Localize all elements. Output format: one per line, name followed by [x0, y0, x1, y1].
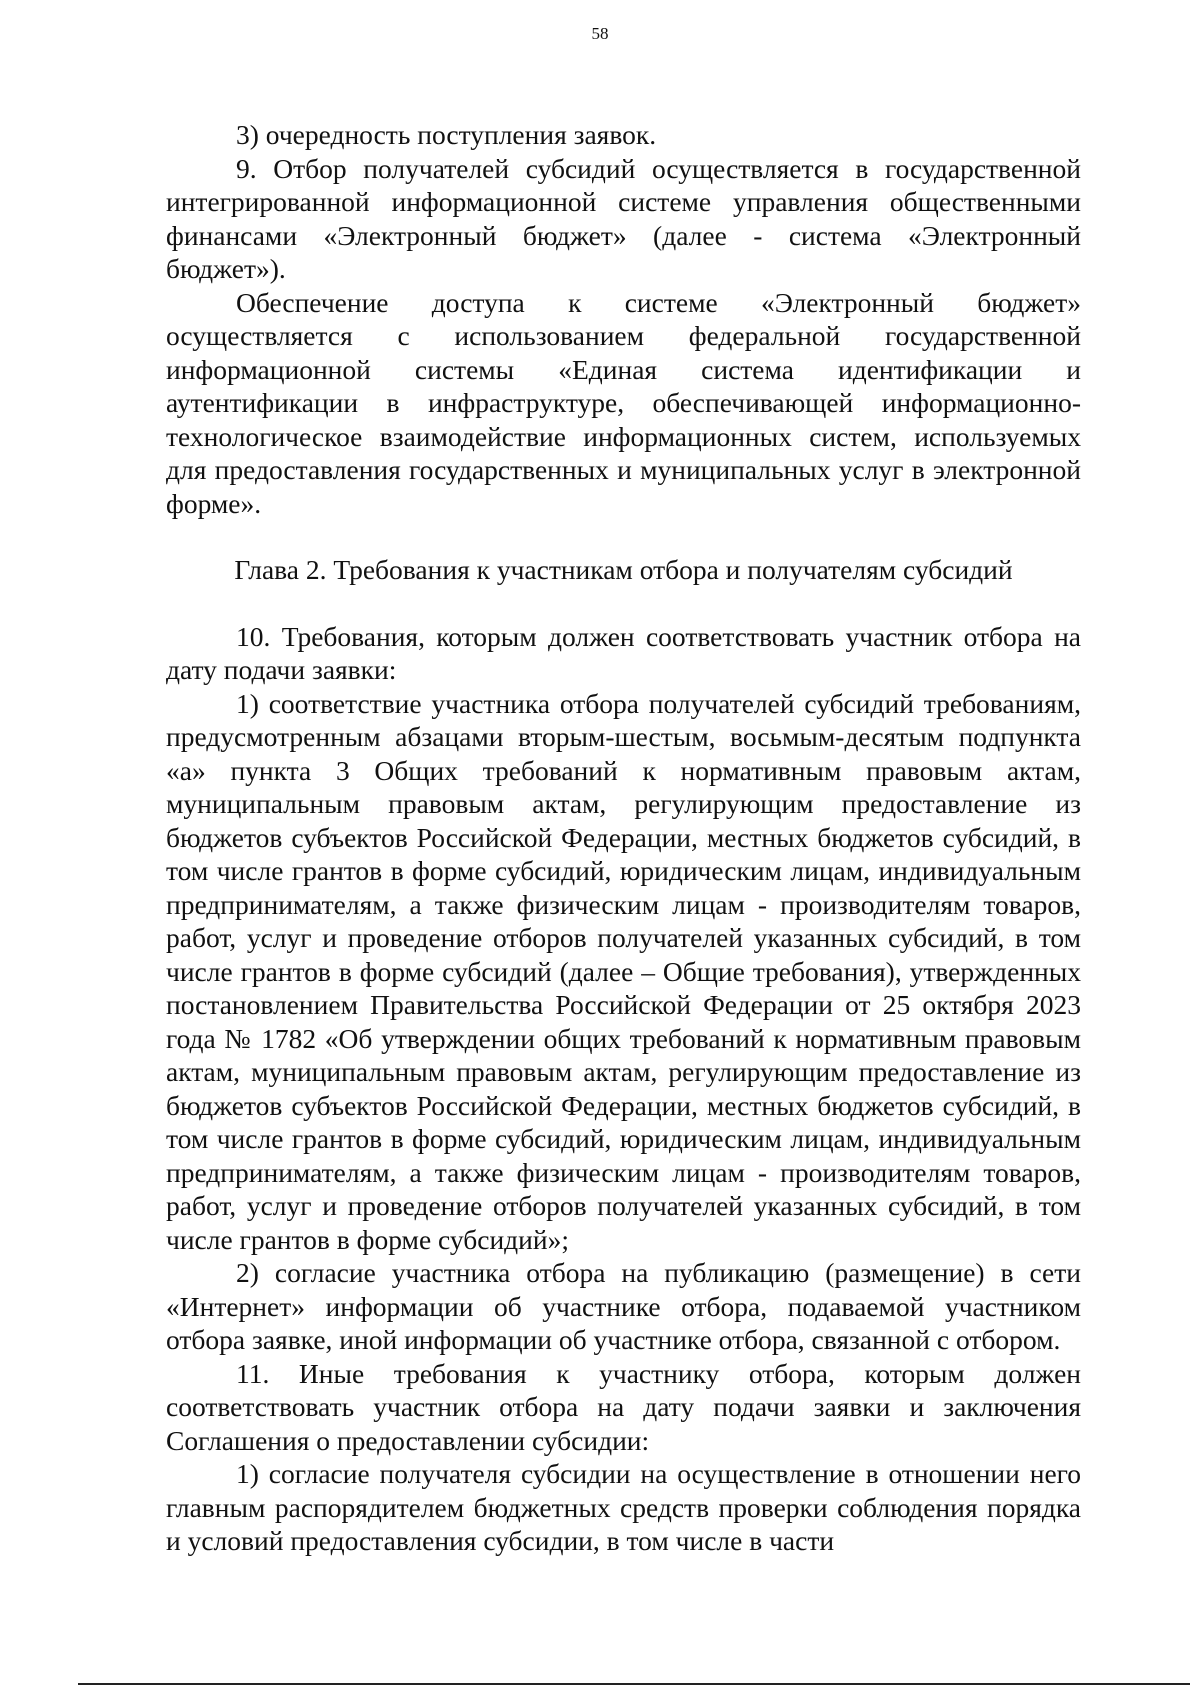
paragraph-access: Обеспечение доступа к системе «Электронный бюджет» осуществляется с использованием федеральной государственной информационной системы «Единая система идентификации и аутентификации в инфраструктуре, обеспечивающей информационно-технологическое взаимодействие информационных систем, используемых для предоставления государственных и муниципальных услуг в электронной форме».: [166, 286, 1081, 519]
paragraph-clause-10-item-1: 1) соответствие участника отбора получателей субсидий требованиям, предусмотренным абзацами вторым-шестым, восьмым-десятым подпункта «а» пункта 3 Общих требований к нормативным правовым актам, муниципальным правовым актам, регулирующим предоставление из бюджетов субъектов Российской Федерации, местных бюджетов субсидий, в том числе грантов в форме субсидий, юридическим лицам, индивидуальным предпринимателям, а также физическим лицам - производителям товаров, работ, услуг и проведение отборов получателей указанных субсидий, в том числе грантов в форме субсидий (далее – Общие требования), утвержденных постановлением Правительства Российской Федерации от 25 октября 2023 года № 1782 «Об утверждении общих требований к нормативным правовым актам, муниципальным правовым актам, регулирующим предоставление из бюджетов субъектов Российской Федерации, местных бюджетов субсидий, в том числе грантов в форме субсидий, юридическим лицам, индивидуальным предпринимателям, а также физическим лицам - производителям товаров, работ, услуг и проведение отборов получателей указанных субсидий, в том числе грантов в форме субсидий»;: [166, 687, 1081, 1255]
paragraph-clause-11-item-1: 1) согласие получателя субсидии на осуществление в отношении него главным распорядителем бюджетных средств проверки соблюдения порядка и условий предоставления субсидии, в том числе в части: [166, 1458, 1081, 1556]
paragraph-clause-10: 10. Требования, которым должен соответствовать участник отбора на дату подачи заявки:: [166, 620, 1081, 685]
paragraph-clause-11: 11. Иные требования к участнику отбора, которым должен соответствовать участник отбора на дату подачи заявки и заключения Соглашения о предоставлении субсидии:: [166, 1357, 1081, 1456]
chapter-heading: Глава 2. Требования к участникам отбора и получателям субсидий: [234, 554, 1013, 585]
paragraph-clause-10-item-2: 2) согласие участника отбора на публикацию (размещение) в сети «Интернет» информации об участнике отбора, подаваемой участником отбора заявке, иной информации об участнике отбора, связанной с отбором.: [166, 1257, 1081, 1355]
page-number: 58: [591, 24, 609, 43]
paragraph-item-3: 3) очередность поступления заявок.: [236, 119, 657, 150]
document-body: [166, 118, 1081, 1558]
paragraph-clause-9: 9. Отбор получателей субсидий осуществляется в государственной интегрированной информационной системе управления общественными финансами «Электронный бюджет» (далее - система «Электронный бюджет»).: [166, 152, 1081, 284]
page-bottom-edge: [78, 1683, 1190, 1685]
